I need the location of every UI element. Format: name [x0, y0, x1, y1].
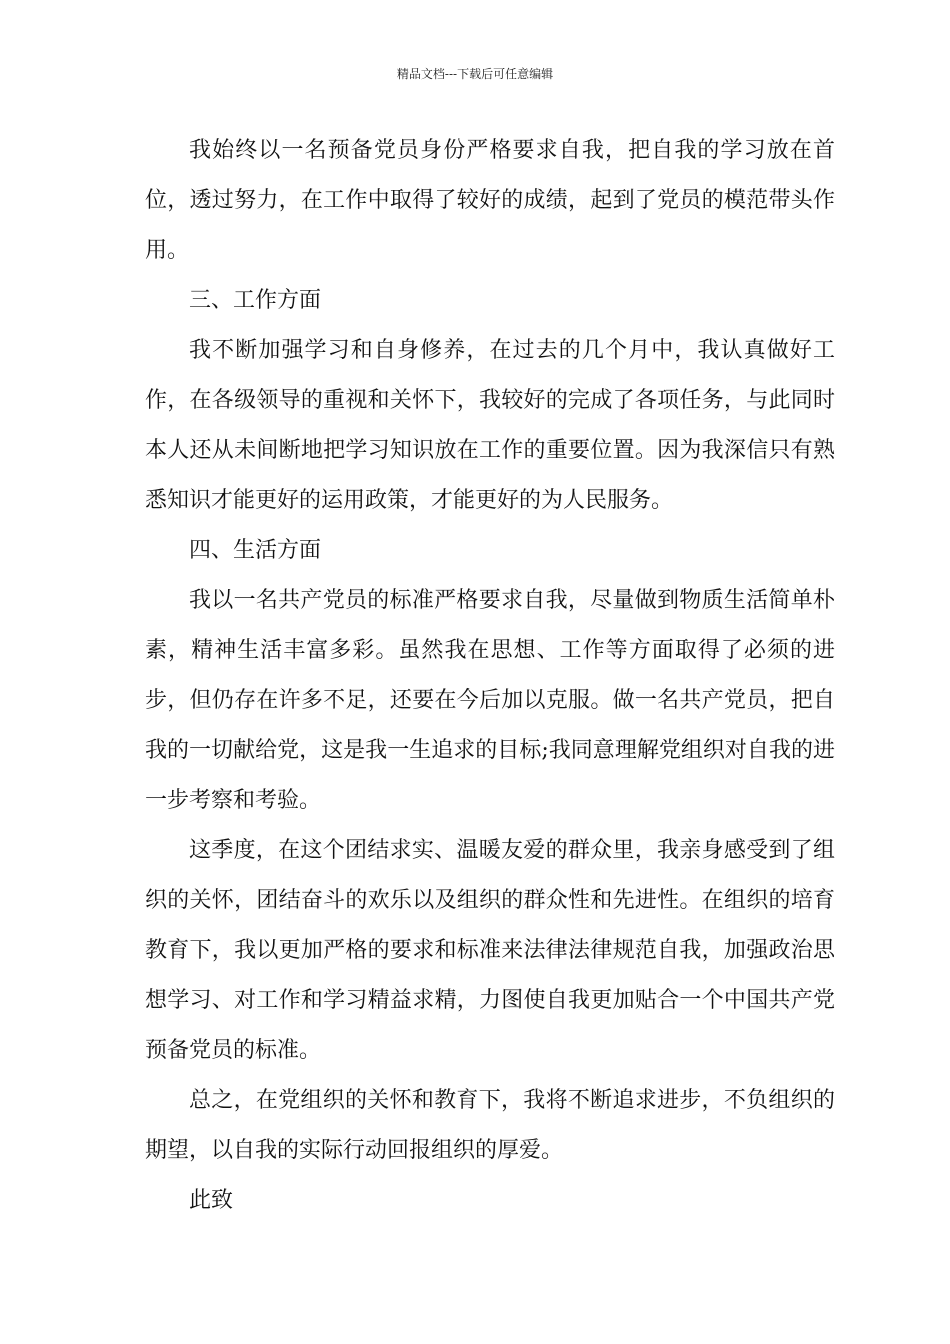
- paragraph-self-discipline: 我始终以一名预备党员身份严格要求自我，把自我的学习放在首位，透过努力，在工作中取得了较好的成绩，起到了党员的模范带头作用。: [145, 138, 835, 263]
- section-heading-work: 三、工作方面: [189, 288, 322, 313]
- document-body: [145, 126, 835, 1226]
- paragraph-conclusion: 总之，在党组织的关怀和教育下，我将不断追求进步，不负组织的期望，以自我的实际行动回报组织的厚爱。: [145, 1088, 835, 1163]
- paragraph-life: 我以一名共产党员的标准严格要求自我，尽量做到物质生活简单朴素，精神生活丰富多彩。虽然我在思想、工作等方面取得了必须的进步，但仍存在许多不足，还要在今后加以克服。做一名共产党员，把自我的一切献给党，这是我一生追求的目标;我同意理解党组织对自我的进一步考察和考验。: [145, 588, 835, 813]
- paragraph-work: 我不断加强学习和自身修养，在过去的几个月中，我认真做好工作，在各级领导的重视和关怀下，我较好的完成了各项任务，与此同时本人还从未间断地把学习知识放在工作的重要位置。因为我深信只有熟悉知识才能更好的运用政策，才能更好的为人民服务。: [145, 338, 835, 513]
- section-heading-life: 四、生活方面: [189, 538, 322, 563]
- page-header: 精品文档---下载后可任意编辑: [396, 67, 554, 81]
- paragraph-quarter: 这季度，在这个团结求实、温暖友爱的群众里，我亲身感受到了组织的关怀，团结奋斗的欢乐以及组织的群众性和先进性。在组织的培育教育下，我以更加严格的要求和标准来法律法律规范自我，加强政治思想学习、对工作和学习精益求精，力图使自我更加贴合一个中国共产党预备党员的标准。: [145, 838, 835, 1063]
- closing-salutation: 此致: [189, 1188, 234, 1213]
